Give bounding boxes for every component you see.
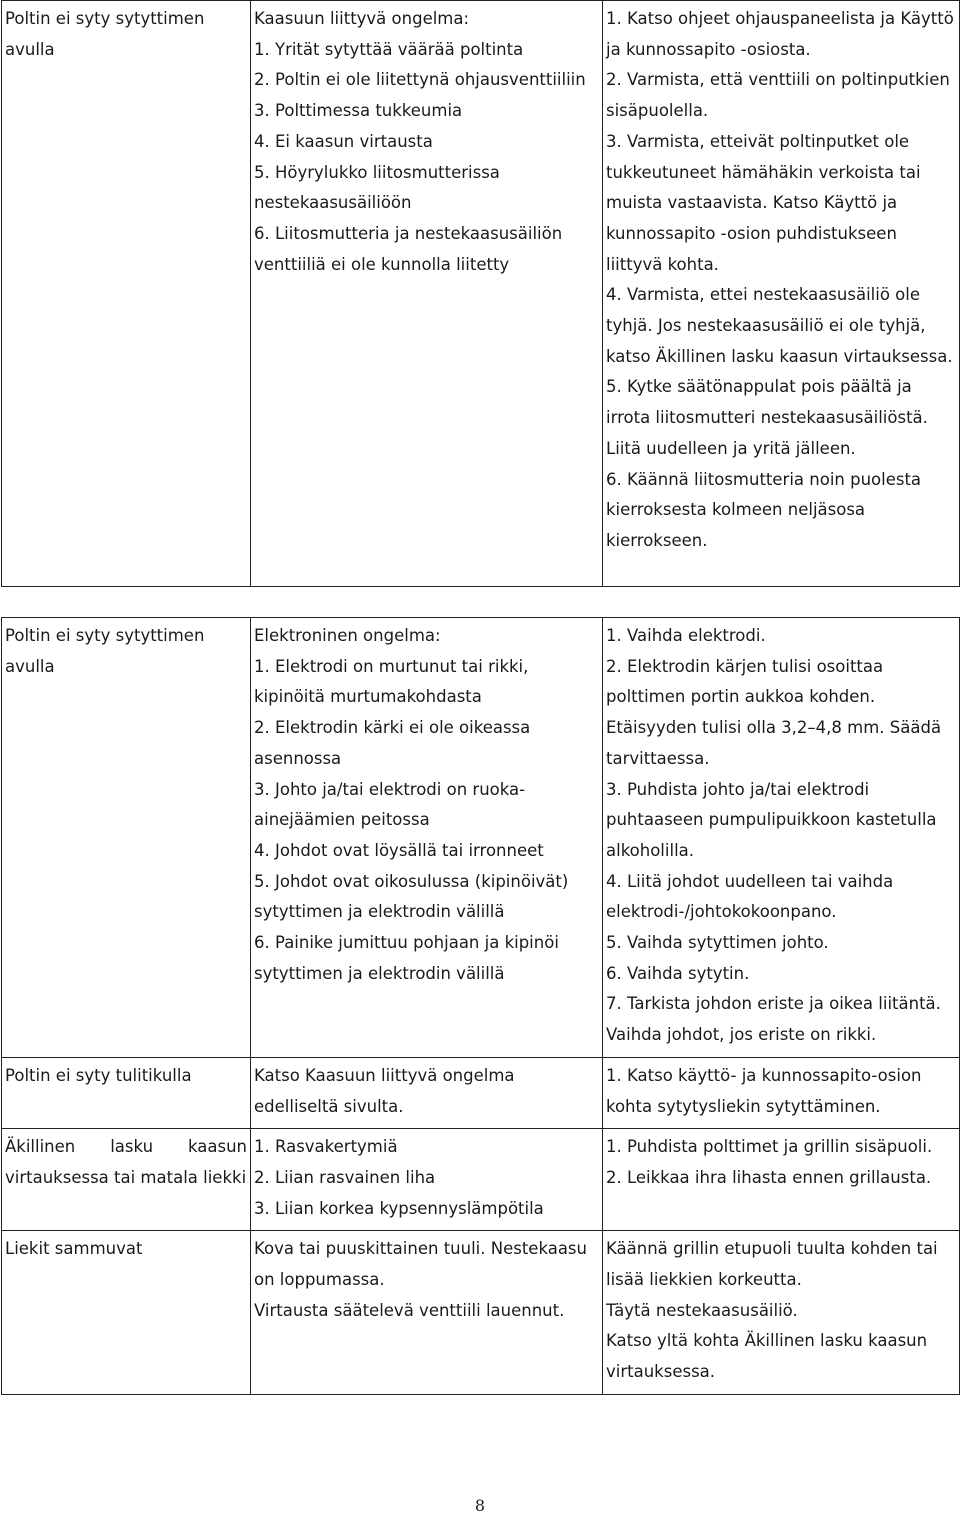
problem-cell <box>2 618 251 1058</box>
solution-line: 4. Varmista, ettei nestekaasusäiliö ole tyhjä. Jos nestekaasusäiliö ei ole tyhjä, katso Äkillinen lasku kaasun virtauksessa. <box>606 285 953 366</box>
solution-cell <box>603 1057 960 1128</box>
cause-line: Kaasuun liittyvä ongelma: <box>254 9 470 28</box>
solution-line: 1. Katso käyttö- ja kunnossapito-osion kohta sytytysliekin sytyttäminen. <box>606 1065 922 1116</box>
problem-text: Poltin ei syty tulitikulla <box>5 1065 192 1085</box>
solution-line: 2. Varmista, että venttiili on poltinputkien sisäpuolella. <box>606 70 950 121</box>
solution-line: 1. Katso ohjeet ohjauspaneelista ja Käyttö ja kunnossapito -osiosta. <box>606 9 954 59</box>
problem-text: Poltin ei syty sytyttimen avulla <box>5 9 205 59</box>
cause-line: Elektroninen ongelma: <box>254 626 441 645</box>
cause-line: Virtausta säätelevä venttiili lauennut. <box>254 1300 565 1320</box>
problem-text: Liekit sammuvat <box>5 1239 143 1259</box>
cause-line: 3. Johto ja/tai elektrodi on ruoka-ainejäämien peitossa <box>254 779 526 830</box>
table-row <box>2 1231 960 1395</box>
solution-line: 1. Vaihda elektrodi. <box>606 626 766 645</box>
table-row <box>2 1057 960 1128</box>
solution-line: Käännä grillin etupuoli tuulta kohden tai lisää liekkien korkeutta. <box>606 1239 938 1290</box>
solution-line: 5. Kytke säätönappulat pois päältä ja irrota liitosmutteri nestekaasusäiliöstä. Liitä uudelleen ja yritä jälleen. <box>606 377 928 458</box>
solution-cell <box>603 1231 960 1395</box>
cause-line: 1. Rasvakertymiä <box>254 1137 398 1157</box>
cause-line: 3. Polttimessa tukkeumia <box>254 101 463 121</box>
table-row <box>2 1129 960 1231</box>
cause-line: 2. Elektrodin kärki ei ole oikeassa asennossa <box>254 718 531 768</box>
solution-line: 1. Puhdista polttimet ja grillin sisäpuoli. <box>606 1137 933 1157</box>
solution-cell <box>603 618 960 1058</box>
solution-line: 6. Käännä liitosmutteria noin puolesta kierroksesta kolmeen neljäsosa kierrokseen. <box>606 469 922 550</box>
cause-line: 4. Ei kaasun virtausta <box>254 131 433 151</box>
cause-cell <box>251 1231 603 1395</box>
problem-cell <box>2 1 251 587</box>
problem-cell <box>2 1057 251 1128</box>
troubleshooting-table-2 <box>1 617 960 1395</box>
solution-line: Katso yltä kohta Äkillinen lasku kaasun virtauksessa. <box>606 1331 928 1382</box>
problem-text: Poltin ei syty sytyttimen avulla <box>5 626 205 676</box>
cause-line: 2. Poltin ei ole liitettynä ohjausventtiiliin <box>254 70 586 90</box>
solution-cell <box>603 1 960 587</box>
cause-line: 6. Painike jumittuu pohjaan ja kipinöi sytyttimen ja elektrodin välillä <box>254 933 559 983</box>
cause-line: Katso Kaasuun liittyvä ongelma edelliseltä sivulta. <box>254 1065 515 1116</box>
page-number: 8 <box>474 1496 486 1515</box>
problem-text: Äkillinen lasku kaasun virtauksessa tai matala liekki <box>5 1137 247 1187</box>
table-row <box>2 618 960 1058</box>
problem-cell <box>2 1231 251 1395</box>
solution-line: Täytä nestekaasusäiliö. <box>606 1300 798 1320</box>
cause-line: 6. Liitosmutteria ja nestekaasusäiliön venttiiliä ei ole kunnolla liitetty <box>254 223 563 274</box>
problem-cell <box>2 1129 251 1231</box>
cause-cell <box>251 1 603 587</box>
solution-line: 4. Liitä johdot uudelleen tai vaihda elektrodi-/johtokokoonpano. <box>606 871 894 922</box>
solution-line: 2. Leikkaa ihra lihasta ennen grillausta. <box>606 1167 932 1187</box>
cause-line: 5. Höyrylukko liitosmutterissa nestekaasusäiliöön <box>254 162 500 213</box>
cause-line: 4. Johdot ovat löysällä tai irronneet <box>254 840 544 860</box>
solution-cell <box>603 1129 960 1231</box>
cause-cell <box>251 1057 603 1128</box>
solution-line: 6. Vaihda sytytin. <box>606 963 750 983</box>
cause-line: 5. Johdot ovat oikosulussa (kipinöivät) sytyttimen ja elektrodin välillä <box>254 871 569 922</box>
cause-cell <box>251 618 603 1058</box>
solution-line: 3. Varmista, etteivät poltinputket ole tukkeutuneet hämähäkin verkoista tai muista vastaavista. Katso Käyttö ja kunnossapito -osion puhdistukseen liittyvä kohta. <box>606 131 921 274</box>
cause-line: 3. Liian korkea kypsennyslämpötila <box>254 1198 544 1218</box>
solution-line: 2. Elektrodin kärjen tulisi osoittaa polttimen portin aukkoa kohden. Etäisyyden tulisi olla 3,2–4,8 mm. Säädä tarvittaessa. <box>606 656 942 768</box>
solution-line: 3. Puhdista johto ja/tai elektrodi puhtaaseen pumpulipuikkoon kastetulla alkoholilla. <box>606 779 937 860</box>
cause-line: 1. Elektrodi on murtunut tai rikki, kipinöitä murtumakohdasta <box>254 656 529 707</box>
cause-line: Kova tai puuskittainen tuuli. Nestekaasu on loppumassa. <box>254 1239 587 1290</box>
cause-cell <box>251 1129 603 1231</box>
troubleshooting-table-1 <box>1 0 960 587</box>
solution-line: 7. Tarkista johdon eriste ja oikea liitäntä. Vaihda johdot, jos eriste on rikki. <box>606 994 941 1045</box>
cause-line: 2. Liian rasvainen liha <box>254 1167 436 1187</box>
cause-line: 1. Yrität sytyttää väärää poltinta <box>254 39 524 59</box>
table-row <box>2 1 960 587</box>
solution-line: 5. Vaihda sytyttimen johto. <box>606 933 829 953</box>
